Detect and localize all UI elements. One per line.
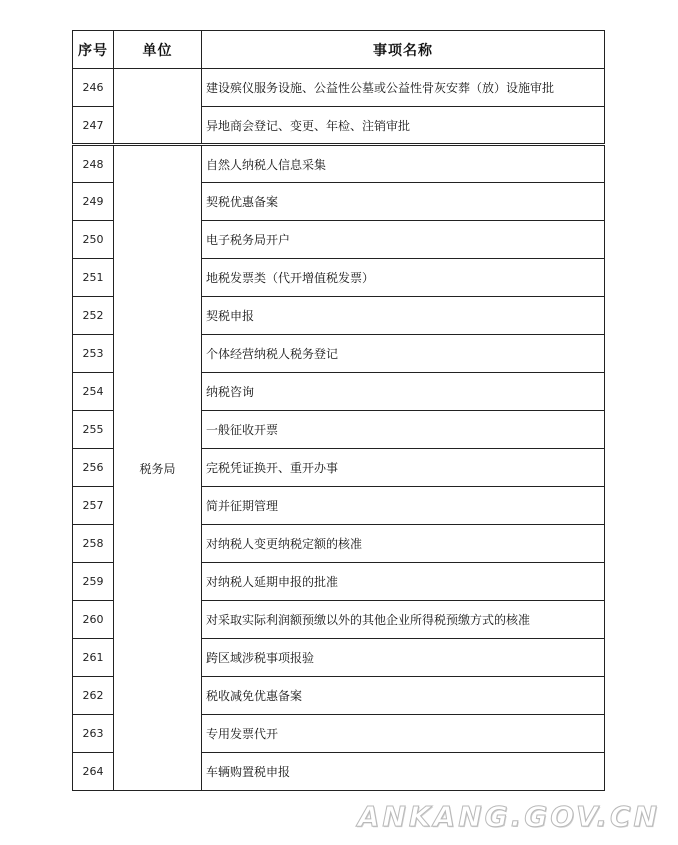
row-number: 259	[73, 563, 114, 601]
item-name: 车辆购置税申报	[202, 753, 605, 791]
row-number: 263	[73, 715, 114, 753]
row-number: 246	[73, 69, 114, 107]
unit-cell: 税务局	[114, 145, 202, 791]
site-watermark: ANKANG.GOV.CN	[357, 800, 660, 833]
item-name: 异地商会登记、变更、年检、注销审批	[202, 107, 605, 145]
row-number: 258	[73, 525, 114, 563]
row-number: 260	[73, 601, 114, 639]
unit-cell	[114, 69, 202, 145]
row-number: 261	[73, 639, 114, 677]
row-number: 253	[73, 335, 114, 373]
item-name: 自然人纳税人信息采集	[202, 145, 605, 183]
row-number: 257	[73, 487, 114, 525]
row-number: 247	[73, 107, 114, 145]
item-name: 专用发票代开	[202, 715, 605, 753]
table-row	[73, 145, 605, 183]
table-header-row	[73, 31, 605, 69]
item-name: 地税发票类（代开增值税发票）	[202, 259, 605, 297]
item-name: 建设殡仪服务设施、公益性公墓或公益性骨灰安葬（放）设施审批	[202, 69, 605, 107]
row-number: 251	[73, 259, 114, 297]
row-number: 250	[73, 221, 114, 259]
item-name: 电子税务局开户	[202, 221, 605, 259]
row-number: 264	[73, 753, 114, 791]
item-name: 对采取实际利润额预缴以外的其他企业所得税预缴方式的核准	[202, 601, 605, 639]
items-table	[72, 30, 605, 791]
item-name: 契税申报	[202, 297, 605, 335]
row-number: 256	[73, 449, 114, 487]
item-name: 对纳税人延期申报的批准	[202, 563, 605, 601]
row-number: 254	[73, 373, 114, 411]
item-name: 对纳税人变更纳税定额的核准	[202, 525, 605, 563]
row-number: 262	[73, 677, 114, 715]
row-number: 252	[73, 297, 114, 335]
item-name: 纳税咨询	[202, 373, 605, 411]
header-unit: 单位	[114, 31, 202, 69]
row-number: 248	[73, 145, 114, 183]
row-number: 249	[73, 183, 114, 221]
item-name: 契税优惠备案	[202, 183, 605, 221]
item-name: 税收减免优惠备案	[202, 677, 605, 715]
row-number: 255	[73, 411, 114, 449]
item-name: 跨区域涉税事项报验	[202, 639, 605, 677]
header-seq: 序号	[73, 31, 114, 69]
header-item: 事项名称	[202, 31, 605, 69]
item-name: 完税凭证换开、重开办事	[202, 449, 605, 487]
item-name: 个体经营纳税人税务登记	[202, 335, 605, 373]
item-name: 一般征收开票	[202, 411, 605, 449]
table-row	[73, 69, 605, 107]
item-name: 简并征期管理	[202, 487, 605, 525]
